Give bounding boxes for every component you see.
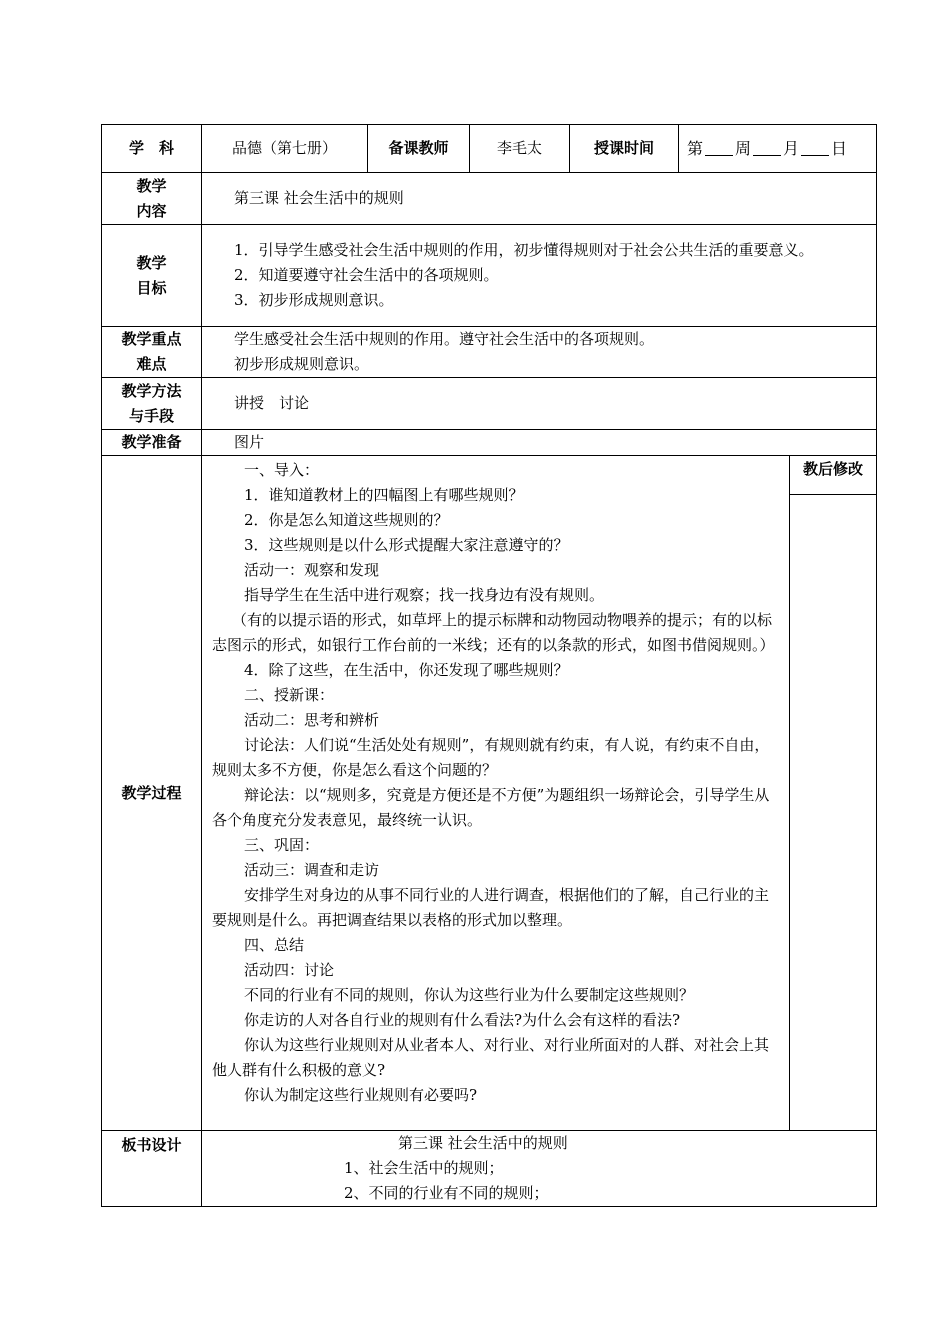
key-line: 学生感受社会生活中规则的作用。遵守社会生活中的各项规则。: [234, 330, 655, 348]
board-item: 1、社会生活中的规则；: [344, 1159, 504, 1177]
goal-item: 3．初步形成规则意识。: [234, 291, 394, 309]
process-paragraph: 活动二：思考和辨析: [244, 711, 380, 729]
process-paragraph: 讨论法：人们说“生活处处有规则”，有规则就有约束，有人说，有约束不自由，规则太多不方便，你是怎么看这个问题的？: [212, 736, 770, 779]
process-row: [102, 456, 877, 1131]
goal-item: 2．知道要遵守社会生活中的各项规则。: [234, 266, 499, 284]
process-paragraph: 不同的行业有不同的规则，你认为这些行业为什么要制定这些规则？: [244, 986, 695, 1004]
key-text: [202, 327, 877, 378]
process-paragraph: 你走访的人对各自行业的规则有什么看法?为什么会有这样的看法?: [244, 1011, 681, 1029]
board-title: 第三课 社会生活中的规则: [398, 1134, 568, 1152]
process-paragraph: 一、导入：: [244, 461, 320, 479]
content-label-line1: 教学: [136, 176, 167, 195]
goal-item: 1．引导学生感受社会生活中规则的作用，初步懂得规则对于社会公共生活的重要意义。: [234, 241, 814, 259]
goals-label-line1: 教学: [136, 253, 167, 272]
content-text-line: 第三课 社会生活中的规则: [234, 189, 404, 207]
goals-row: [102, 225, 877, 327]
header-row: [102, 125, 877, 173]
time-month: 月: [783, 139, 800, 158]
process-paragraph: 3．这些规则是以什么形式提醒大家注意遵守的？: [244, 536, 569, 554]
teacher-value: 李毛太: [470, 125, 570, 173]
process-paragraph: 你认为制定这些行业规则有必要吗?: [244, 1086, 478, 1104]
content-row: [102, 173, 877, 225]
method-text: [202, 378, 877, 430]
content-label-line2: 内容: [136, 201, 167, 220]
process-paragraph: 1．谁知道教材上的四幅图上有哪些规则？: [244, 486, 524, 504]
time-week: 第: [687, 139, 704, 158]
time-day: 日: [831, 139, 848, 158]
process-paragraph: 指导学生在生活中进行观察；找一找身边有没有规则。: [244, 586, 605, 604]
month-blank: [753, 139, 781, 156]
key-label: [102, 327, 202, 378]
time-zhou: 周: [735, 139, 752, 158]
goals-label-line2: 目标: [136, 278, 167, 297]
process-wrap: [202, 456, 876, 1130]
process-paragraph: 辩论法：以“规则多，究竟是方便还是不方便”为题组织一场辩论会，引导学生从各个角度充分发表意见，最终统一认识。: [212, 786, 770, 829]
key-line: 初步形成规则意识。: [234, 355, 370, 373]
notes-label: 教后修改: [790, 456, 876, 495]
board-item: 2、不同的行业有不同的规则；: [344, 1184, 549, 1202]
process-cell: [202, 456, 877, 1131]
board-text: [202, 1131, 877, 1207]
goals-label: [102, 225, 202, 327]
method-label-line1: 教学方法: [121, 381, 182, 400]
teacher-label: 备课教师: [368, 125, 470, 173]
process-label: 教学过程: [102, 456, 202, 1131]
goals-text: [202, 225, 877, 327]
week-blank: [705, 139, 733, 156]
key-label-line1: 教学重点: [121, 330, 182, 348]
prep-row: [102, 430, 877, 456]
process-paragraph: （有的以提示语的形式，如草坪上的提示标牌和动物园动物喂养的提示；有的以标志图示的形式，如银行工作台前的一米线；还有的以条款的形式，如图书借阅规则。）: [212, 611, 775, 654]
method-row: [102, 378, 877, 430]
content-text: [202, 173, 877, 225]
subject-value: 品德（第七册）: [202, 125, 368, 173]
process-paragraph: 活动三：调查和走访: [244, 861, 380, 879]
notes-area: [790, 495, 876, 1130]
time-label: 授课时间: [570, 125, 679, 173]
process-paragraph: 4．除了这些，在生活中，你还发现了哪些规则？: [244, 661, 569, 679]
process-paragraph: 活动一：观察和发现: [244, 561, 380, 579]
process-paragraph: 二、授新课：: [244, 686, 335, 704]
prep-label: 教学准备: [102, 430, 202, 456]
process-paragraph: 你认为这些行业规则对从业者本人、对行业、对行业所面对的人群、对社会上其他人群有什么积极的意义?: [212, 1036, 770, 1079]
board-label: 板书设计: [102, 1131, 202, 1207]
lesson-plan-table: [101, 124, 877, 1207]
content-label: [102, 173, 202, 225]
process-text: [202, 456, 789, 1130]
subject-label: 学 科: [102, 125, 202, 173]
method-label-line2: 与手段: [128, 406, 174, 425]
time-value: [679, 125, 877, 173]
process-paragraph: 四、总结: [244, 936, 305, 954]
key-label-line2: 难点: [136, 355, 167, 373]
process-paragraph: 2．你是怎么知道这些规则的？: [244, 511, 449, 529]
prep-line: 图片: [234, 433, 265, 451]
method-label: [102, 378, 202, 430]
prep-text: [202, 430, 877, 456]
board-row: [102, 1131, 877, 1207]
method-line: 讲授 讨论: [234, 394, 310, 412]
notes-column: [789, 456, 876, 1130]
process-paragraph: 活动四：讨论: [244, 961, 335, 979]
key-row: [102, 327, 877, 378]
process-paragraph: 安排学生对身边的从事不同行业的人进行调查，根据他们的了解，自己行业的主要规则是什么。再把调查结果以表格的形式加以整理。: [212, 886, 770, 929]
lesson-plan: [101, 124, 876, 1207]
process-paragraph: 三、巩固：: [244, 836, 320, 854]
day-blank: [801, 139, 829, 156]
